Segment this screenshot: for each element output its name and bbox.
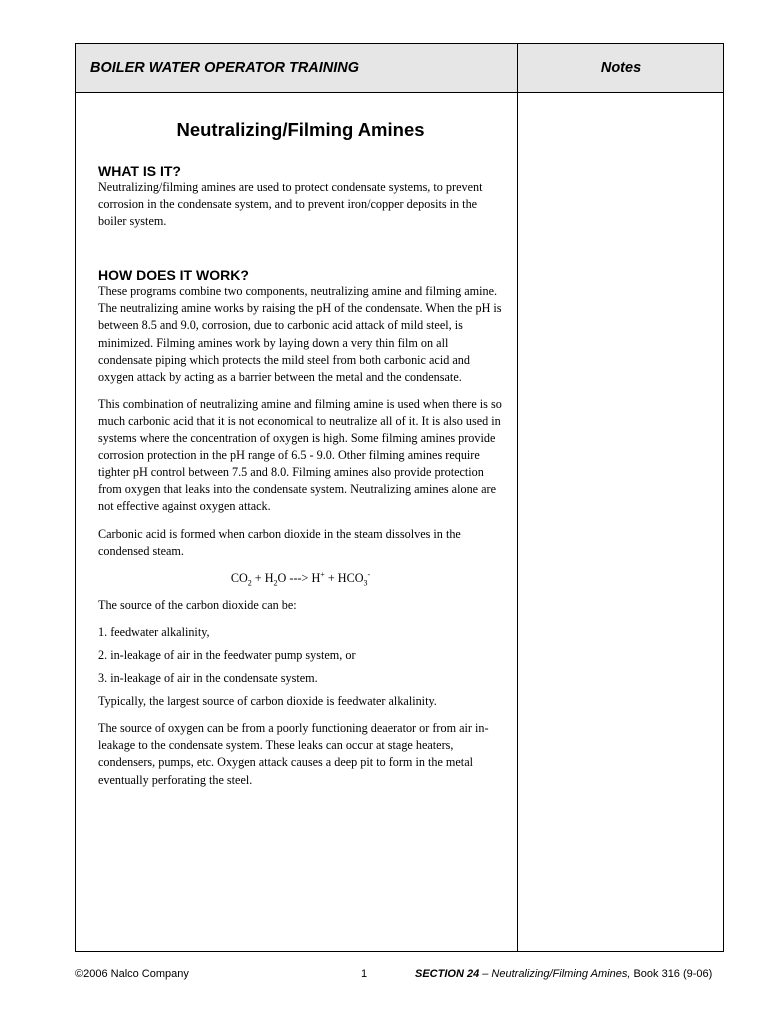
footer-section-label: SECTION 24 [415,968,480,980]
paragraph-co2-source: The source of the carbon dioxide can be: [98,597,297,612]
carbonic-acid-equation [98,570,503,587]
heading-how-does-it-work: HOW DOES IT WORK? [98,267,249,284]
page-title: Neutralizing/Filming Amines [176,119,425,140]
eq-hco-sub: 3 [363,578,368,588]
eq-hco-sup: - [367,569,371,579]
list-item: 3. in-leakage of air in the condensate system. [98,671,318,686]
paragraph-carbonic-acid: Carbonic acid is formed when carbon dioxide in the steam dissolves in the condensed steam. [98,526,461,558]
heading-what-is-it: WHAT IS IT? [98,163,181,179]
paragraph-oxygen-source: The source of oxygen can be from a poorly functioning deaerator or from air in-leakage to the condensate system. These leaks can occur at stage heaters, condensers, pumps, etc. Oxygen attack causes a deep pit to form in the metal eventually perforating the steel. [98,721,489,787]
footer-section-title: – Neutralizing/Filming Amines, [479,968,631,980]
section-spacer [98,240,503,267]
header-bar [76,44,723,93]
list-item: 1. feedwater alkalinity, [98,624,210,639]
paragraph-combination: This combination of neutralizing amine and filming amine is used when there is so much carbonic acid that it is not economical to neutralize all of it. It is also used in systems where the concentration of oxygen is high. Some filming amines provide corrosion protection in the pH range of 6.5 - 9.0. Other filming amines require tighter pH control between 7.5 and 8.0. Filming amines also provide protection from oxygen that leaks into the condensate system. Neutralizing amines alone are not effective against oxygen attack. [98,396,502,514]
eq-co-sub: 2 [247,578,252,588]
list-item: 2. in-leakage of air in the feedwater pump system, or [98,647,356,662]
footer-page-number: 1 [361,968,368,980]
main-content [98,117,503,799]
eq-h-sup: + [320,569,325,579]
paragraph-programs: These programs combine two components, neutralizing amine and filming amine. The neutralizing amine works by raising the pH of the condensate. When the pH is between 8.5 and 9.0, corrosion, due to carbonic acid attack of mild steel, is minimized. Filming amines work by laying down a very thin film on all condensate piping which protects the mild steel from both carbonic acid and oxygen attack by acting as a barrier between the metal and the condensate. [98,284,502,384]
eq-co: CO [230,570,248,585]
header-title: BOILER WATER OPERATOR TRAINING [90,60,360,76]
footer-copyright: ©2006 Nalco Company [75,968,189,980]
footer-section [415,968,712,980]
notes-column-header: Notes [600,60,642,76]
eq-o-arrow: O ---> H [277,570,321,585]
eq-plus-hco: + HCO [324,570,364,585]
notes-column-divider [517,44,518,951]
eq-plus-h: + H [251,570,274,585]
eq-h-sub: 2 [273,578,278,588]
paragraph-largest-source: Typically, the largest source of carbon dioxide is feedwater alkalinity. [98,694,437,709]
paragraph-what-is-it: Neutralizing/filming amines are used to protect condensate systems, to prevent corrosion in the condensate system, and to prevent iron/copper deposits in the boiler system. [98,180,483,229]
page-frame [75,43,724,952]
footer-book: Book 316 (9-06) [630,968,713,980]
